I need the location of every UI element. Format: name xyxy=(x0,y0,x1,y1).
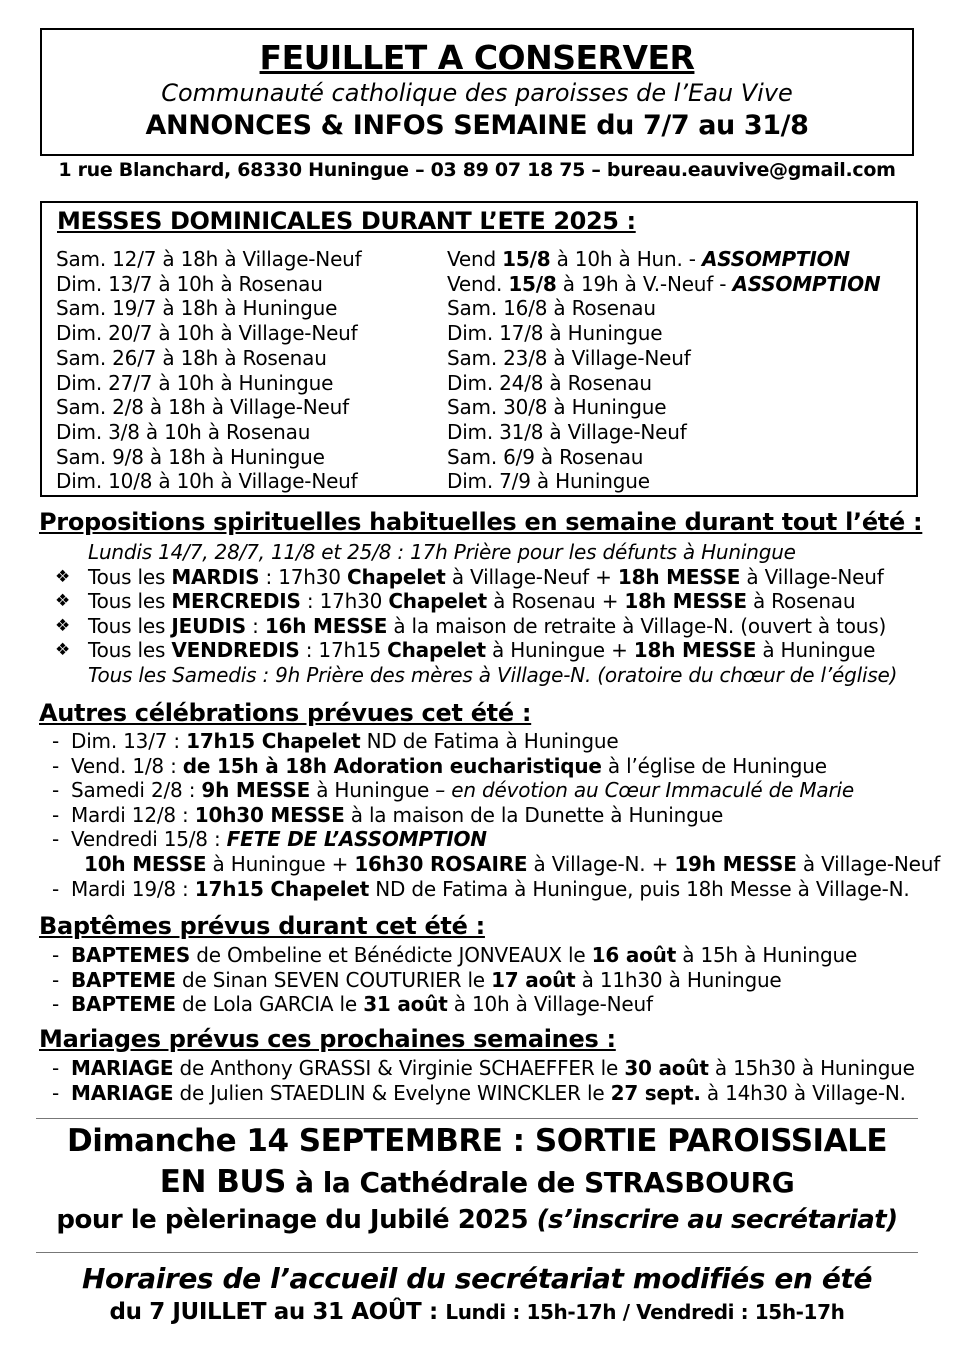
text: 18h MESSE xyxy=(633,638,757,663)
mass-item-assumption xyxy=(447,247,880,272)
text: MERCREDIS xyxy=(171,589,301,614)
mass-item: Dim. 17/8 à Huningue xyxy=(447,321,663,346)
mass-item: Sam. 19/7 à 18h à Huningue xyxy=(56,296,338,321)
dash-bullet: - xyxy=(52,876,60,901)
diamond-bullet-icon: ❖ xyxy=(55,566,71,587)
text: FETE DE L’ASSOMPTION xyxy=(226,827,487,852)
list-item xyxy=(0,1056,915,1081)
text: à Huningue xyxy=(310,778,436,803)
text: : 17h30 xyxy=(259,564,347,589)
text: à 11h30 à Huningue xyxy=(575,967,782,992)
text: à 15h à Huningue xyxy=(676,943,858,967)
text: BAPTEME xyxy=(71,992,176,1017)
outing-line-3 xyxy=(0,1203,954,1237)
mass-item: Sam. 2/8 à 18h à Village-Neuf xyxy=(56,395,349,420)
feast: ASSOMPTION xyxy=(732,271,881,296)
text: à l’église de Huningue xyxy=(601,753,827,778)
text: à Rosenau xyxy=(746,589,856,614)
text: 30 août xyxy=(624,1056,709,1080)
masses-right-column xyxy=(447,247,880,494)
text: 19h MESSE xyxy=(674,851,797,876)
dash-bullet: - xyxy=(52,753,60,778)
page-title: FEUILLET A CONSERVER xyxy=(259,38,695,77)
text: Tous les xyxy=(88,589,172,614)
text: de Julien STAEDLIN & Evelyne WINCKLER le xyxy=(173,1080,611,1105)
list-item xyxy=(0,754,940,779)
text: Vend. 1/8 : xyxy=(71,753,183,778)
list-item xyxy=(0,827,940,852)
text: Chapelet xyxy=(346,564,446,589)
text: – en dévotion au Cœur Immaculé de Marie xyxy=(435,778,854,803)
list-item xyxy=(0,778,940,803)
other-section-title: Autres célébrations prévues cet été : xyxy=(39,699,532,727)
list-item xyxy=(0,638,897,663)
mass-item: Sam. 12/7 à 18h à Village-Neuf xyxy=(56,247,362,271)
mass-item: Dim. 13/7 à 10h à Rosenau xyxy=(56,271,323,296)
contact-address: 1 rue Blanchard, 68330 Huningue – 03 89 07 18 75 – bureau.eauvive@gmail.com xyxy=(58,159,896,181)
dash-bullet: - xyxy=(52,778,60,803)
text: 17h15 Chapelet xyxy=(186,729,361,753)
mass-item: Sam. 23/8 à Village-Neuf xyxy=(447,345,691,370)
text: Chapelet xyxy=(387,638,486,663)
text: Chapelet xyxy=(388,589,487,614)
text: : xyxy=(245,613,265,638)
text: 17h15 Chapelet xyxy=(194,876,370,901)
mass-item: Dim. 27/7 à 10h à Huningue xyxy=(56,370,334,395)
baptisms-list xyxy=(0,943,857,1017)
text: 16h30 ROSAIRE xyxy=(354,851,528,876)
mass-item: Dim. 7/9 à Huningue xyxy=(447,469,650,494)
text: à Village-Neuf xyxy=(740,564,884,589)
text: à 15h30 à Huningue xyxy=(708,1056,915,1080)
text: : 17h30 xyxy=(300,589,389,614)
text: BAPTEMES xyxy=(71,943,191,967)
mass-item: Sam. 6/9 à Rosenau xyxy=(447,444,644,469)
weddings-section-title: Mariages prévus ces prochaines semaines : xyxy=(39,1025,616,1053)
text: à la maison de la Dunette à Huningue xyxy=(344,802,724,827)
other-list xyxy=(0,729,940,901)
date: 15/8 xyxy=(508,271,557,296)
text: 18h MESSE xyxy=(617,564,741,589)
mass-item: Dim. 10/8 à 10h à Village-Neuf xyxy=(56,469,358,494)
mass-item-assumption xyxy=(447,272,880,297)
text: Samedi 2/8 : xyxy=(71,778,202,803)
dash-bullet: - xyxy=(52,992,60,1017)
text: à la Cathédrale de STRASBOURG xyxy=(285,1166,795,1199)
text: de Anthony GRASSI & Virginie SCHAEFFER le xyxy=(173,1056,625,1080)
community-subtitle: Communauté catholique des paroisses de l’Eau Vive xyxy=(161,79,793,107)
text: 16h MESSE xyxy=(264,613,388,638)
text: Lundi : 15h-17h / Vendredi : 15h-17h xyxy=(445,1300,845,1324)
mass-item: Sam. 16/8 à Rosenau xyxy=(447,296,656,321)
text: à Huningue xyxy=(756,638,876,663)
text: Tous les xyxy=(88,613,172,638)
dash-bullet: - xyxy=(52,802,60,827)
text: : 17h15 xyxy=(299,638,388,663)
masses-title: MESSES DOMINICALES DURANT L’ETE 2025 : xyxy=(57,207,636,235)
text: Vend xyxy=(447,247,503,271)
dash-bullet: - xyxy=(52,1080,60,1105)
text: 9h MESSE xyxy=(201,778,311,803)
text: JEUDIS xyxy=(171,613,246,638)
text: à Village-Neuf xyxy=(796,851,941,876)
text: MARDIS xyxy=(171,564,260,589)
outing-line-2 xyxy=(0,1162,954,1203)
text: de 15h à 18h Adoration eucharistique xyxy=(182,753,602,778)
text: 31 août xyxy=(363,992,448,1017)
text: 18h MESSE xyxy=(624,589,747,614)
mass-item: Sam. 9/8 à 18h à Huningue xyxy=(56,444,325,469)
mass-item: Sam. 30/8 à Huningue xyxy=(447,395,667,420)
text: Dim. 13/7 : xyxy=(71,729,187,753)
list-item xyxy=(0,852,940,877)
mass-item: Dim. 24/8 à Rosenau xyxy=(447,370,652,395)
text: Vendredi 15/8 : xyxy=(71,827,227,852)
diamond-bullet-icon: ❖ xyxy=(55,640,71,661)
text: VENDREDIS xyxy=(171,638,300,663)
text: Mardi 12/8 : xyxy=(71,802,195,827)
text: à 19h à V.-Neuf - xyxy=(556,271,733,296)
text: 17 août xyxy=(491,967,576,992)
text: à Huningue + xyxy=(206,851,355,876)
list-item: Lundis 14/7, 28/7, 11/8 et 25/8 : 17h Prière pour les défunts à Huningue xyxy=(88,540,796,564)
text: 16 août xyxy=(591,943,677,967)
text: à 10h à Village-Neuf xyxy=(447,992,653,1017)
date: 15/8 xyxy=(502,247,551,271)
list-item xyxy=(0,877,940,902)
text: 10h MESSE xyxy=(84,851,207,876)
text: à Village-Neuf + xyxy=(445,564,618,589)
list-item xyxy=(0,589,897,614)
dash-bullet: - xyxy=(52,827,60,852)
list-item xyxy=(0,943,857,968)
diamond-bullet-icon: ❖ xyxy=(55,615,71,636)
week-heading: ANNONCES & INFOS SEMAINE du 7/7 au 31/8 xyxy=(145,110,809,141)
outing-line-1: Dimanche 14 SEPTEMBRE : SORTIE PAROISSIALE xyxy=(66,1123,888,1159)
mass-item: Sam. 26/7 à 18h à Rosenau xyxy=(56,345,327,370)
feast: ASSOMPTION xyxy=(701,247,850,271)
text: à 10h à Hun. - xyxy=(550,247,702,271)
text: à Village-N. + xyxy=(527,851,675,876)
header-box xyxy=(40,28,914,156)
text: de Ombeline et Bénédicte JONVEAUX le xyxy=(190,943,592,967)
text: pour le pèlerinage du Jubilé 2025 xyxy=(56,1205,537,1235)
text: EN BUS xyxy=(159,1164,286,1200)
masses-box xyxy=(40,201,918,497)
list-item xyxy=(0,614,897,639)
mass-item: Dim. 20/7 à 10h à Village-Neuf xyxy=(56,321,358,346)
weddings-list xyxy=(0,1056,915,1105)
weekday-list xyxy=(0,540,897,688)
text: Mardi 19/8 : xyxy=(71,876,195,901)
weekday-section-title: Propositions spirituelles habituelles en semaine durant tout l’été : xyxy=(39,508,923,536)
dash-bullet: - xyxy=(52,967,60,992)
masses-left-column xyxy=(56,247,362,494)
text: Vend. xyxy=(447,271,509,296)
office-hours-detail xyxy=(0,1297,954,1327)
dash-bullet: - xyxy=(52,943,60,967)
list-item xyxy=(0,992,857,1017)
text: à 14h30 à Village-N. xyxy=(700,1080,906,1105)
office-hours-title: Horaires de l’accueil du secrétariat modifiés en été xyxy=(81,1262,873,1295)
baptisms-section-title: Baptêmes prévus durant cet été : xyxy=(39,912,485,940)
divider xyxy=(36,1252,918,1253)
dash-bullet: - xyxy=(52,1056,60,1080)
text: Tous les xyxy=(88,638,172,663)
list-item xyxy=(0,968,857,993)
text: ND de Fatima à Huningue, puis 18h Messe à Village-N. xyxy=(369,876,910,901)
list-item: Tous les Samedis : 9h Prière des mères à Village-N. (oratoire du chœur de l’église) xyxy=(88,662,898,687)
list-item xyxy=(0,729,940,754)
text: Tous les xyxy=(88,564,172,589)
text: 10h30 MESSE xyxy=(194,802,345,827)
text: du 7 JUILLET au 31 AOÛT : xyxy=(109,1299,446,1325)
office-hours xyxy=(0,1261,954,1327)
text: à Rosenau + xyxy=(487,589,625,614)
text: MARIAGE xyxy=(71,1080,174,1105)
list-item xyxy=(0,1081,915,1106)
text: (s’inscrire au secrétariat) xyxy=(536,1205,898,1235)
text: de Sinan SEVEN COUTURIER le xyxy=(175,967,492,992)
outing-announcement xyxy=(0,1121,954,1237)
dash-bullet: - xyxy=(52,729,60,753)
text: à la maison de retraite à Village-N. (ouvert à tous) xyxy=(387,613,887,638)
text: ND de Fatima à Huningue xyxy=(360,729,619,753)
mass-item: Dim. 3/8 à 10h à Rosenau xyxy=(56,419,311,444)
text: BAPTEME xyxy=(71,967,176,992)
text: MARIAGE xyxy=(71,1056,174,1080)
mass-item: Dim. 31/8 à Village-Neuf xyxy=(447,419,687,444)
list-item xyxy=(0,565,897,590)
diamond-bullet-icon: ❖ xyxy=(55,591,71,612)
divider xyxy=(36,1118,918,1119)
text: à Huningue + xyxy=(485,638,634,663)
list-item xyxy=(0,803,940,828)
text: de Lola GARCIA le xyxy=(175,992,364,1017)
text: 27 sept. xyxy=(610,1080,701,1105)
